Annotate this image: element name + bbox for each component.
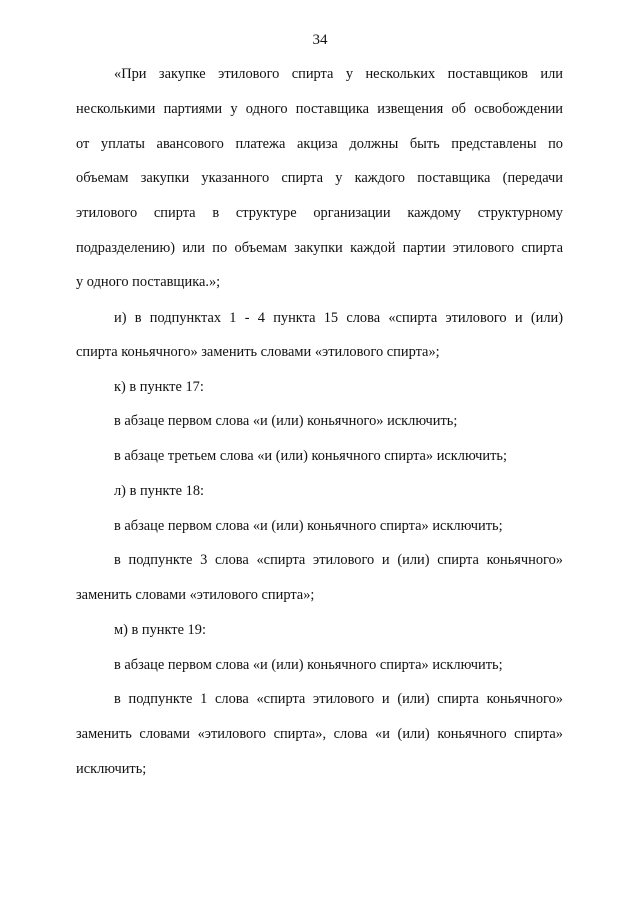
text-line: подразделению) или по объемам закупки каждой партии этилового спирта	[76, 240, 563, 256]
text-line: и) в подпунктах 1 - 4 пункта 15 слова «спирта этилового и (или)	[114, 310, 563, 326]
text-line: «При закупке этилового спирта у нескольких поставщиков или	[114, 66, 563, 82]
text-line: спирта коньячного» заменить словами «этилового спирта»;	[76, 344, 440, 360]
text-line: в абзаце первом слова «и (или) коньячного спирта» исключить;	[114, 518, 503, 534]
text-line: у одного поставщика.»;	[76, 274, 221, 290]
text-line: от уплаты авансового платежа акциза должны быть представлены по	[76, 136, 563, 152]
text-line: заменить словами «этилового спирта»;	[76, 587, 315, 603]
text-line: в подпункте 3 слова «спирта этилового и (или) спирта коньячного»	[114, 552, 563, 568]
text-line: несколькими партиями у одного поставщика извещения об освобождении	[76, 101, 563, 117]
text-line: в абзаце первом слова «и (или) коньячного» исключить;	[114, 413, 458, 429]
text-line: в абзаце третьем слова «и (или) коньячного спирта» исключить;	[114, 448, 507, 464]
text-line: заменить словами «этилового спирта», слова «и (или) коньячного спирта»	[76, 726, 563, 742]
page-number: 34	[312, 32, 328, 48]
text-line: в подпункте 1 слова «спирта этилового и (или) спирта коньячного»	[114, 691, 563, 707]
text-line: исключить;	[76, 761, 147, 777]
text-line: этилового спирта в структуре организации каждому структурному	[76, 205, 563, 221]
text-line: к) в пункте 17:	[114, 379, 204, 395]
text-line: объемам закупки указанного спирта у каждого поставщика (передачи	[76, 170, 563, 186]
text-line: в абзаце первом слова «и (или) коньячного спирта» исключить;	[114, 657, 503, 673]
text-line: м) в пункте 19:	[114, 622, 206, 638]
text-line: л) в пункте 18:	[114, 483, 205, 499]
